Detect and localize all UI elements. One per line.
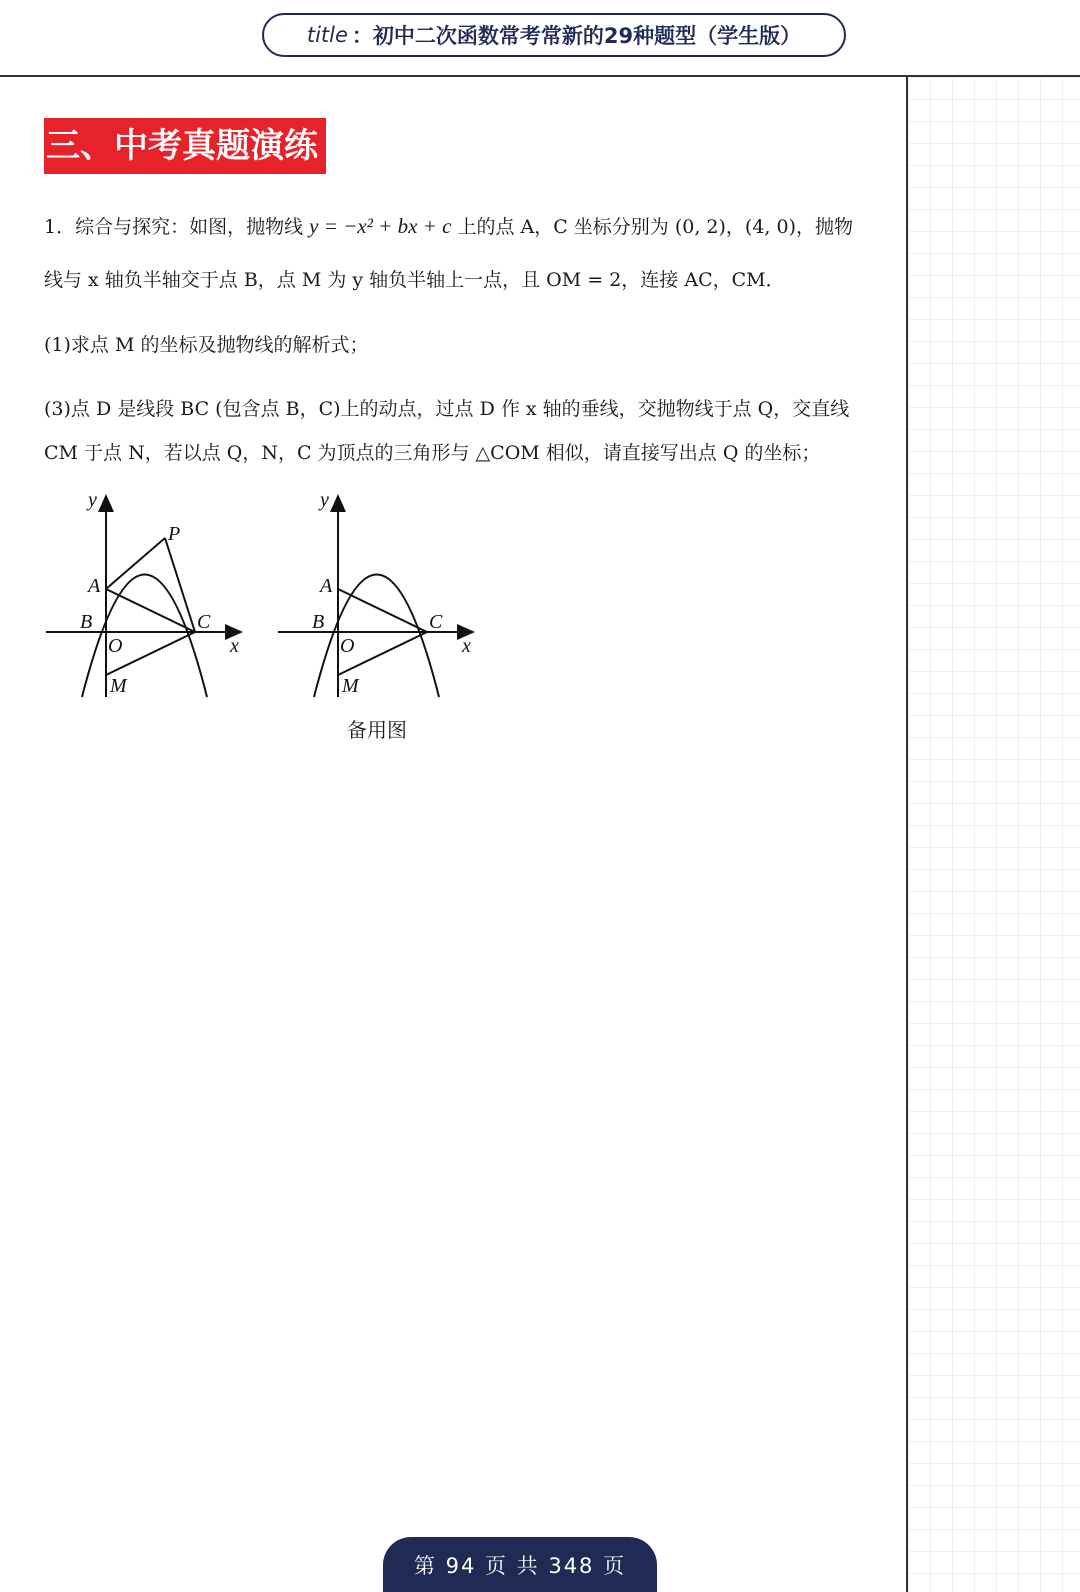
figure-main [44,492,254,711]
title-label: title [306,23,348,47]
segment-AC [338,589,427,632]
question-part-3-line-1: (3)点 D 是线段 BC (包含点 B，C)上的动点，过点 D 作 x 轴的垂线，交抛物线于点 Q，交直线 [44,398,850,420]
title-text: ：初中二次函数常考常新的29种题型（学生版） [351,24,802,48]
segment-AC [106,589,195,632]
label-P: P [168,523,181,545]
label-C: C [197,611,211,633]
problem-text-1a: 1．综合与探究：如图，抛物线 [44,216,310,238]
document-title [262,13,846,57]
parabola-formula: y = −x² + bx + c [309,214,452,238]
label-y: y [88,492,97,511]
label-x: x [462,635,471,657]
question-part-3-line-2: CM 于点 N，若以点 Q，N，C 为顶点的三角形与 △COM 相似，请直接写出点 Q 的坐标； [44,442,821,464]
figure-backup [276,492,486,711]
question-part-1: (1)求点 M 的坐标及抛物线的解析式； [44,334,369,356]
label-C: C [429,611,443,633]
grid-margin-panel [906,77,1080,1592]
label-A: A [320,575,333,597]
problem-line-2: 线与 x 轴负半轴交于点 B，点 M 为 y 轴负半轴上一点，且 OM = 2，连接 AC，CM． [44,269,785,291]
label-M: M [342,675,359,697]
label-B: B [312,611,325,633]
page-indicator: 第 94 页 共 348 页 [383,1537,657,1592]
figure-caption: 备用图 [347,718,407,742]
label-B: B [80,611,93,633]
segment-AP [106,538,165,589]
label-O: O [108,635,123,657]
label-x: x [230,635,239,657]
label-A: A [88,575,101,597]
problem-line-1 [44,212,853,239]
section-heading: 三、中考真题演练 [44,118,326,174]
label-y: y [320,492,329,511]
segment-PC [165,538,195,632]
label-M: M [110,675,127,697]
problem-text-1b: 上的点 A，C 坐标分别为 (0, 2)，(4, 0)，抛物 [451,216,853,238]
label-O: O [340,635,355,657]
